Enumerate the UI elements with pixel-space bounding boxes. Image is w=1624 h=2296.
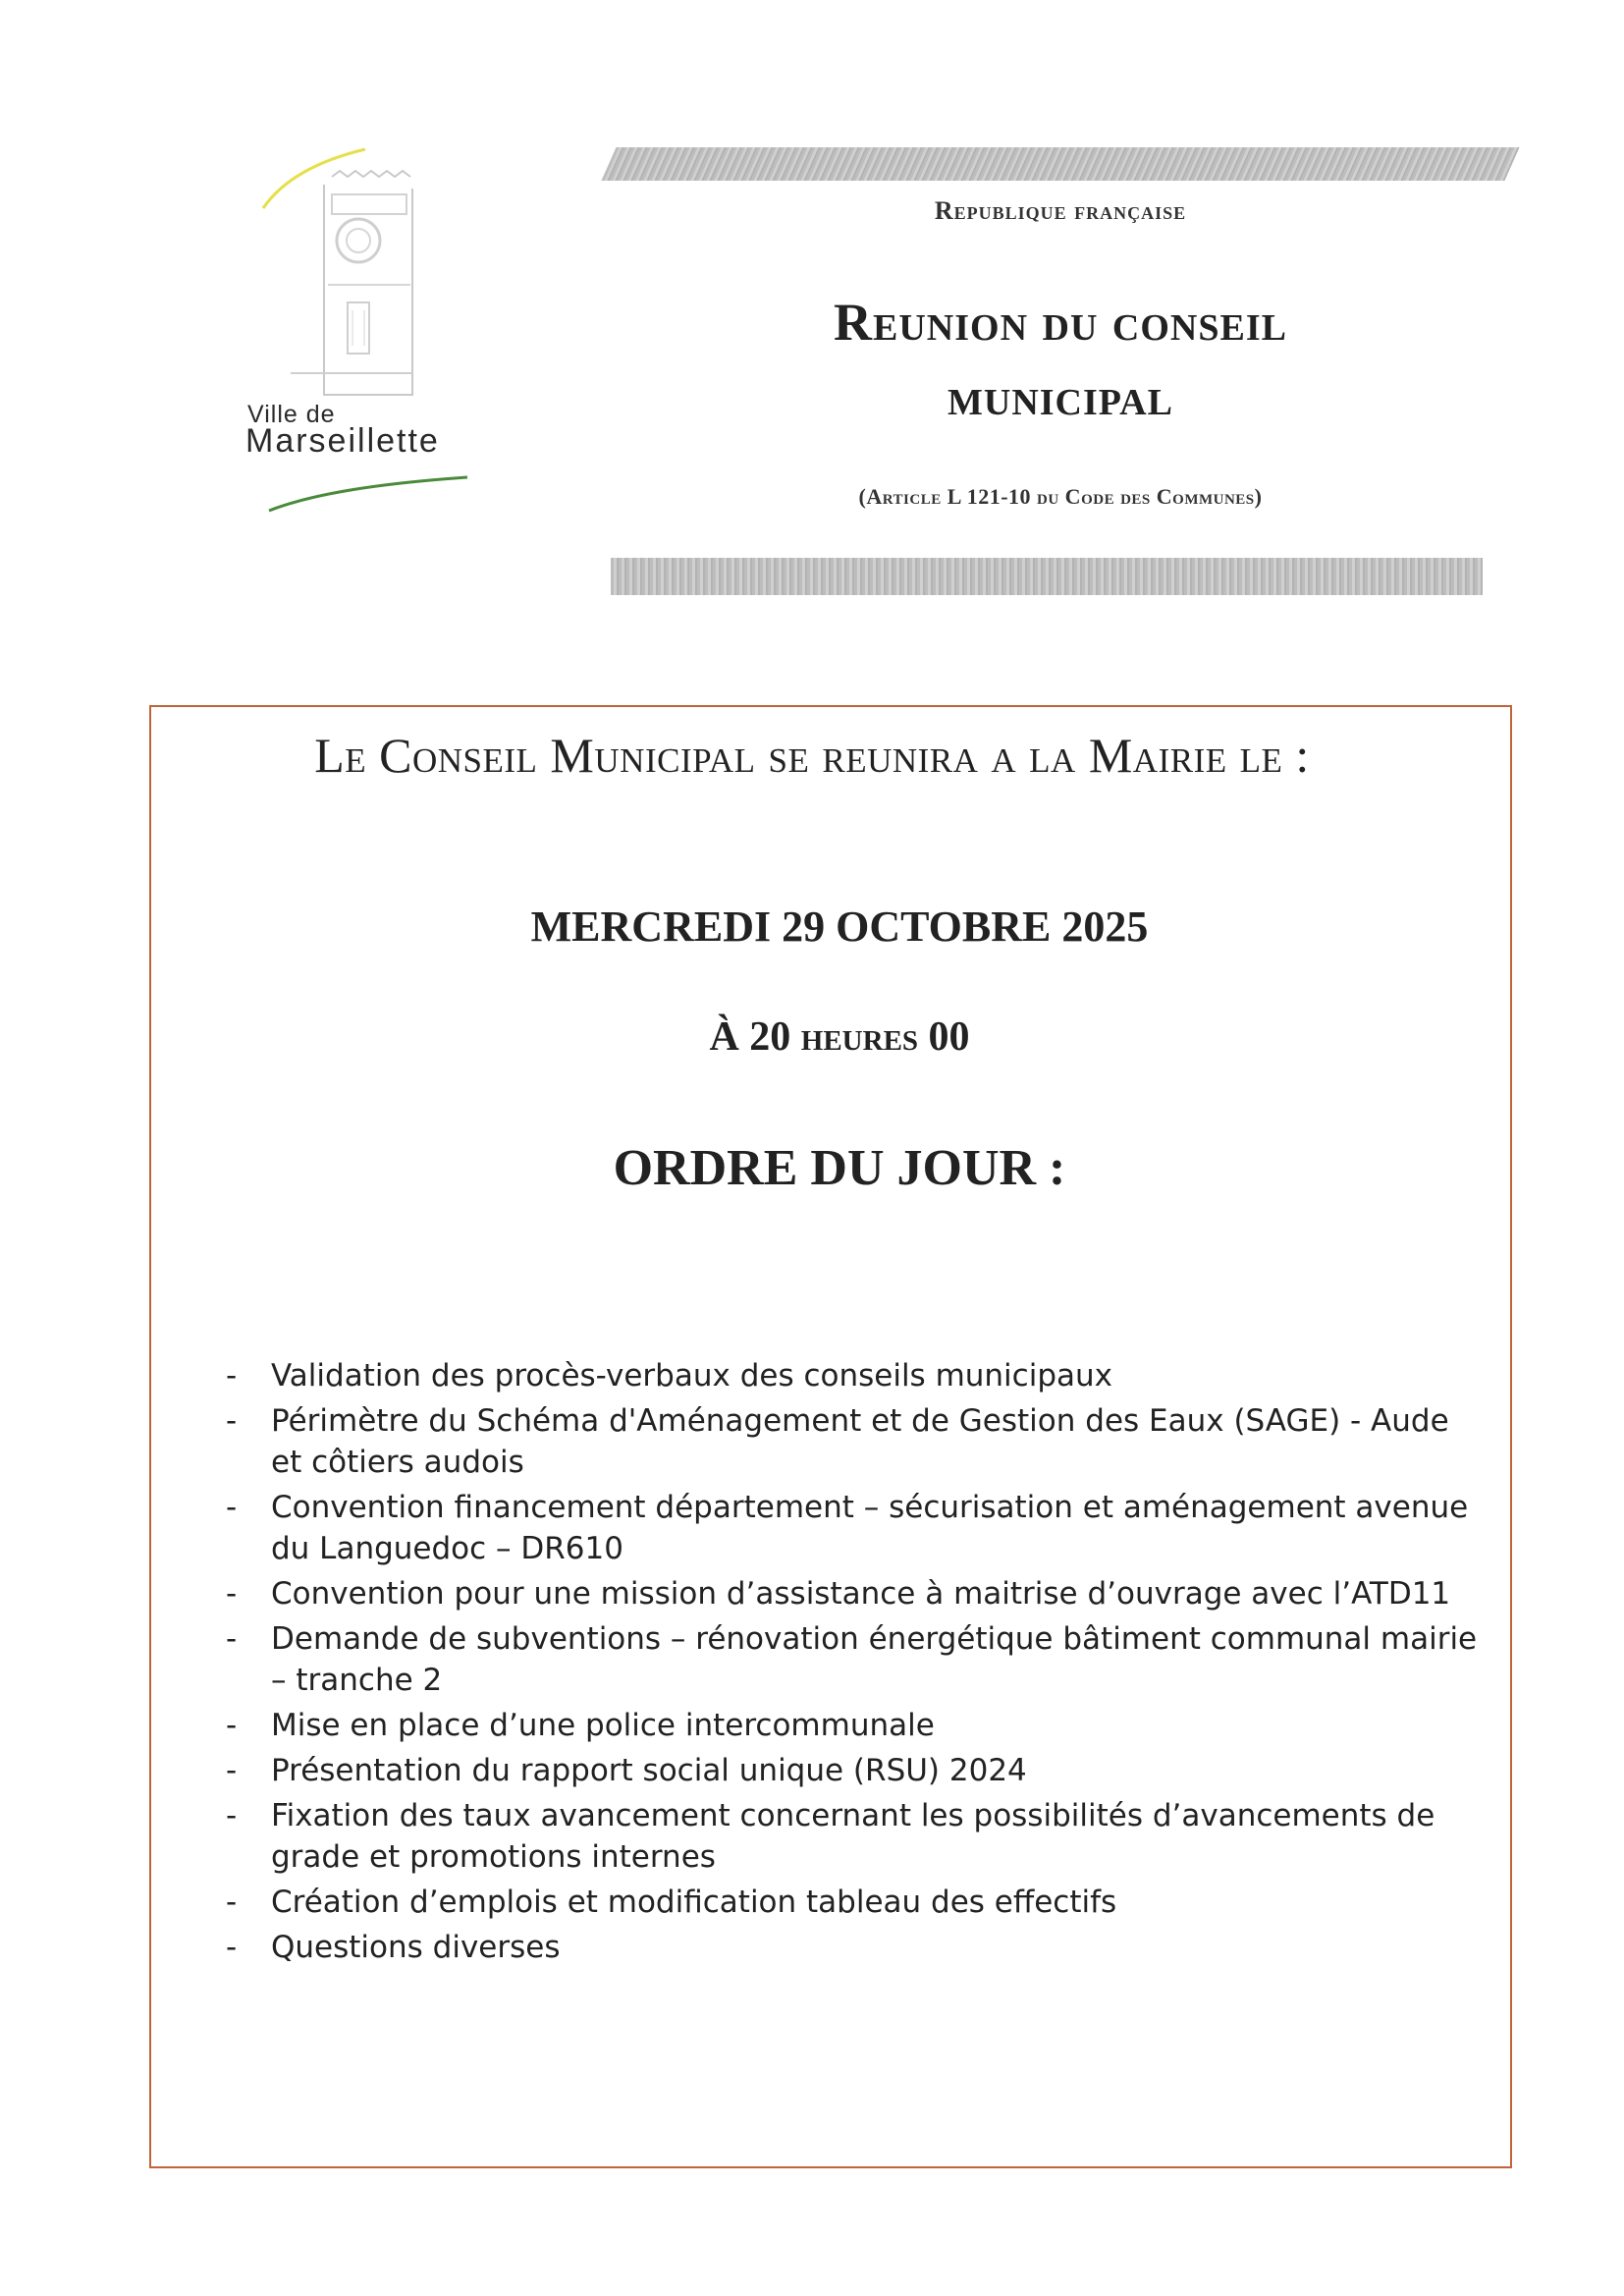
- agenda-item: [216, 1487, 1483, 1569]
- town-logo: [245, 137, 481, 530]
- time-prefix: À 20: [709, 1014, 791, 1060]
- header-bottom-band: [611, 558, 1483, 595]
- bullet-dash: -: [226, 1576, 238, 1612]
- agenda-item-text: Création d’emplois et modification tableau des effectifs: [271, 1885, 1117, 1920]
- bullet-dash: -: [226, 1798, 238, 1833]
- document-title: [648, 285, 1473, 434]
- agenda-item: [216, 1795, 1483, 1878]
- title-line-2: municipal: [947, 367, 1173, 426]
- meeting-date: MERCREDI 29 OCTOBRE 2025: [530, 902, 1149, 951]
- meeting-time: [0, 1013, 1624, 1061]
- agenda-title: ORDRE DU JOUR :: [613, 1140, 1066, 1196]
- agenda-item: [216, 1927, 1483, 1968]
- bullet-dash: -: [226, 1930, 238, 1965]
- agenda-item: [216, 1573, 1483, 1614]
- time-unit: heures: [800, 1014, 919, 1060]
- agenda-item-text: Convention financement département – sécurisation et aménagement avenue du Languedoc – DR610: [271, 1490, 1469, 1566]
- logo-ville-label: Ville de: [247, 401, 336, 428]
- agenda-item: [216, 1400, 1483, 1483]
- agenda-item: [216, 1355, 1483, 1396]
- agenda-item-text: Fixation des taux avancement concernant les possibilités d’avancements de grade et promotions internes: [271, 1798, 1435, 1875]
- bullet-dash: -: [226, 1490, 238, 1525]
- agenda-item-text: Présentation du rapport social unique (RSU) 2024: [271, 1753, 1027, 1788]
- agenda-item-text: Validation des procès-verbaux des conseils municipaux: [271, 1358, 1112, 1394]
- bullet-dash: -: [226, 1403, 238, 1439]
- republique-label: Republique française: [934, 196, 1187, 225]
- article-reference: (Article L 121-10 du Code des Communes): [858, 484, 1263, 509]
- bullet-dash: -: [226, 1621, 238, 1657]
- agenda-list: [216, 1355, 1483, 1972]
- agenda-item-text: Convention pour une mission d’assistance à maitrise d’ouvrage avec l’ATD11: [271, 1576, 1451, 1612]
- agenda-item: [216, 1618, 1483, 1701]
- bullet-dash: -: [226, 1708, 238, 1743]
- agenda-item-text: Mise en place d’une police intercommunale: [271, 1708, 935, 1743]
- agenda-item-text: Périmètre du Schéma d'Aménagement et de Gestion des Eaux (SAGE) - Aude et côtiers audois: [271, 1403, 1449, 1480]
- header-top-band: [601, 147, 1519, 181]
- agenda-item: [216, 1705, 1483, 1746]
- bullet-dash: -: [226, 1885, 238, 1920]
- logo-town-name: Marseillette: [245, 422, 440, 460]
- title-line-1: Reunion du conseil: [834, 293, 1287, 352]
- agenda-item-text: Questions diverses: [271, 1930, 561, 1965]
- time-suffix: 00: [928, 1014, 970, 1060]
- meeting-intro: Le Conseil Municipal se reunira a la Mairie le :: [314, 728, 1310, 783]
- agenda-item: [216, 1750, 1483, 1791]
- town-hall-emblem-icon: [245, 137, 481, 530]
- bullet-dash: -: [226, 1358, 238, 1394]
- bullet-dash: -: [226, 1753, 238, 1788]
- agenda-item: [216, 1882, 1483, 1923]
- agenda-item-text: Demande de subventions – rénovation énergétique bâtiment communal mairie – tranche 2: [271, 1621, 1478, 1698]
